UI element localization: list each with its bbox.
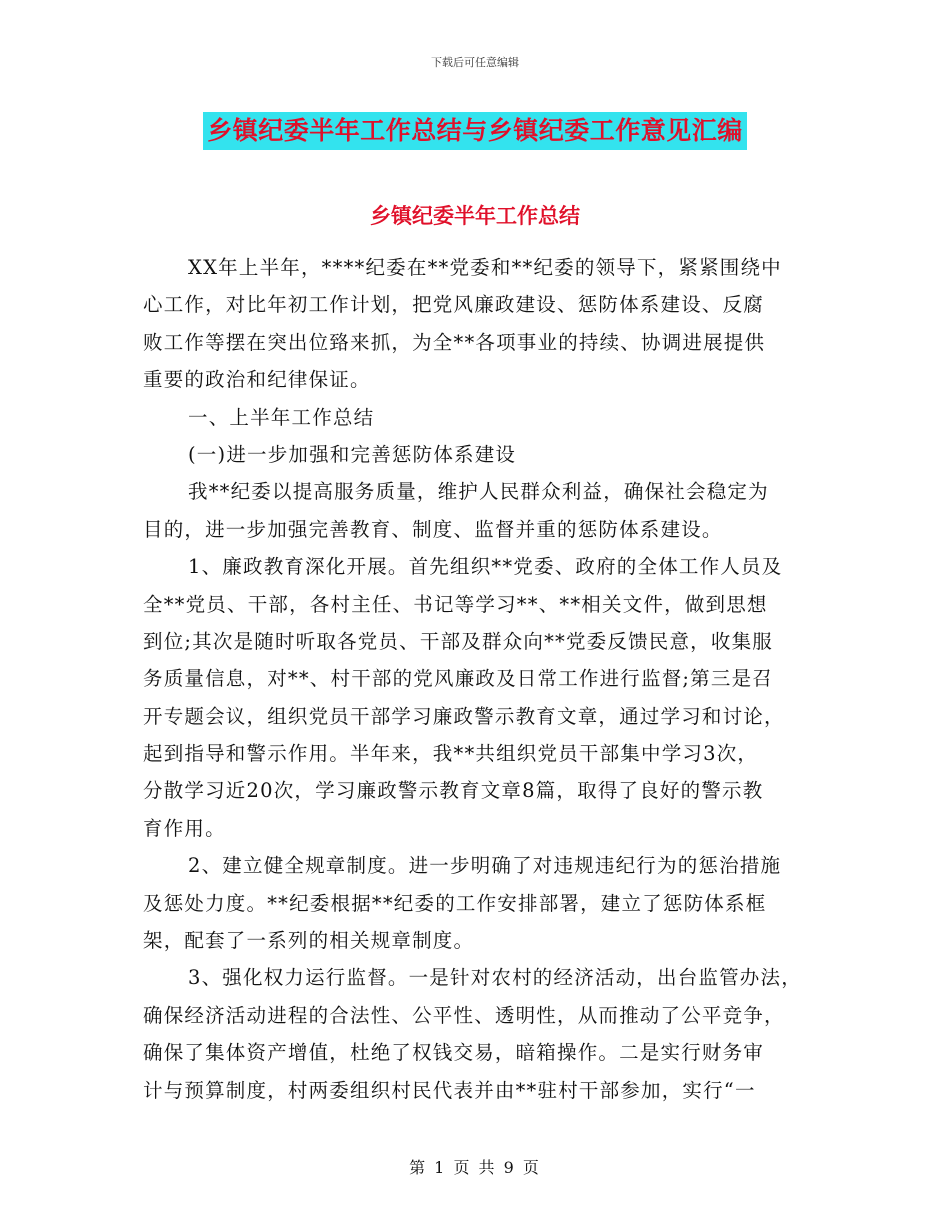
paragraph-line: 心工作，对比年初工作计划，把党风廉政建设、惩防体系建设、反腐 bbox=[143, 293, 765, 317]
paragraph-line: XX年上半年，****纪委在**党委和**纪委的领导下，紧紧围绕中 bbox=[188, 256, 782, 279]
header-note: 下载后可任意编辑 bbox=[431, 56, 519, 69]
paragraph-line: 1、廉政教育深化开展。首先组织**党委、政府的全体工作人员及 bbox=[188, 555, 783, 579]
heading-line: 一、上半年工作总结 bbox=[188, 405, 375, 429]
paragraph-line: 开专题会议，组织党员干部学习廉政警示教育文章，通过学习和讨论， bbox=[143, 704, 785, 728]
paragraph-line: 确保经济活动进程的合法性、公平性、透明性，从而推动了公平竞争， bbox=[143, 1003, 785, 1027]
paragraph-line: 分散学习近20次，学习廉政警示教育文章8篇，取得了良好的警示教 bbox=[143, 779, 764, 803]
paragraph-line: 及惩处力度。**纪委根据**纪委的工作安排部署，建立了惩防体系框 bbox=[143, 891, 767, 915]
page-number-footer: 第 1 页 共 9 页 bbox=[409, 1158, 541, 1177]
paragraph-line: 架，配套了一系列的相关规章制度。 bbox=[143, 929, 475, 953]
paragraph-line: 败工作等摆在突出位臵来抓，为全**各项事业的持续、协调进展提供 bbox=[143, 330, 766, 354]
document-title: 乡镇纪委半年工作总结与乡镇纪委工作意见汇编 bbox=[203, 112, 747, 150]
paragraph-line: 到位;其次是随时听取各党员、干部及群众向**党委反馈民意，收集服 bbox=[143, 629, 773, 653]
paragraph-line: 重要的政治和纪律保证。 bbox=[143, 368, 371, 392]
paragraph-line: 务质量信息，对**、村干部的党风廉政及日常工作进行监督;第三是召 bbox=[143, 667, 773, 691]
paragraph-line: 全**党员、干部，各村主任、书记等学习**、**相关文件，做到思想 bbox=[143, 592, 768, 616]
paragraph-line: 确保了集体资产增值，杜绝了权钱交易，暗箱操作。二是实行财务审 bbox=[143, 1041, 765, 1065]
paragraph-line: 目的，进一步加强完善教育、制度、监督并重的惩防体系建设。 bbox=[143, 517, 723, 541]
subheading-line: (一)进一步加强和完善惩防体系建设 bbox=[188, 442, 517, 466]
paragraph-line: 3、强化权力运行监督。一是针对农村的经济活动，出台监管办法， bbox=[188, 966, 802, 990]
paragraph-line: 计与预算制度，村两委组织村民代表并由**驻村干部参加，实行“一 bbox=[143, 1078, 756, 1102]
section-title: 乡镇纪委半年工作总结 bbox=[370, 204, 580, 228]
paragraph-line: 我**纪委以提高服务质量，维护人民群众利益，确保社会稳定为 bbox=[188, 480, 769, 504]
paragraph-line: 起到指导和警示作用。半年来，我**共组织党员干部集中学习3次， bbox=[143, 742, 759, 766]
document-body bbox=[143, 249, 803, 1109]
document-title-bar bbox=[0, 112, 950, 150]
paragraph-line: 2、建立健全规章制度。进一步明确了对违规违纪行为的惩治措施 bbox=[188, 854, 782, 878]
paragraph-line: 育作用。 bbox=[143, 816, 226, 840]
